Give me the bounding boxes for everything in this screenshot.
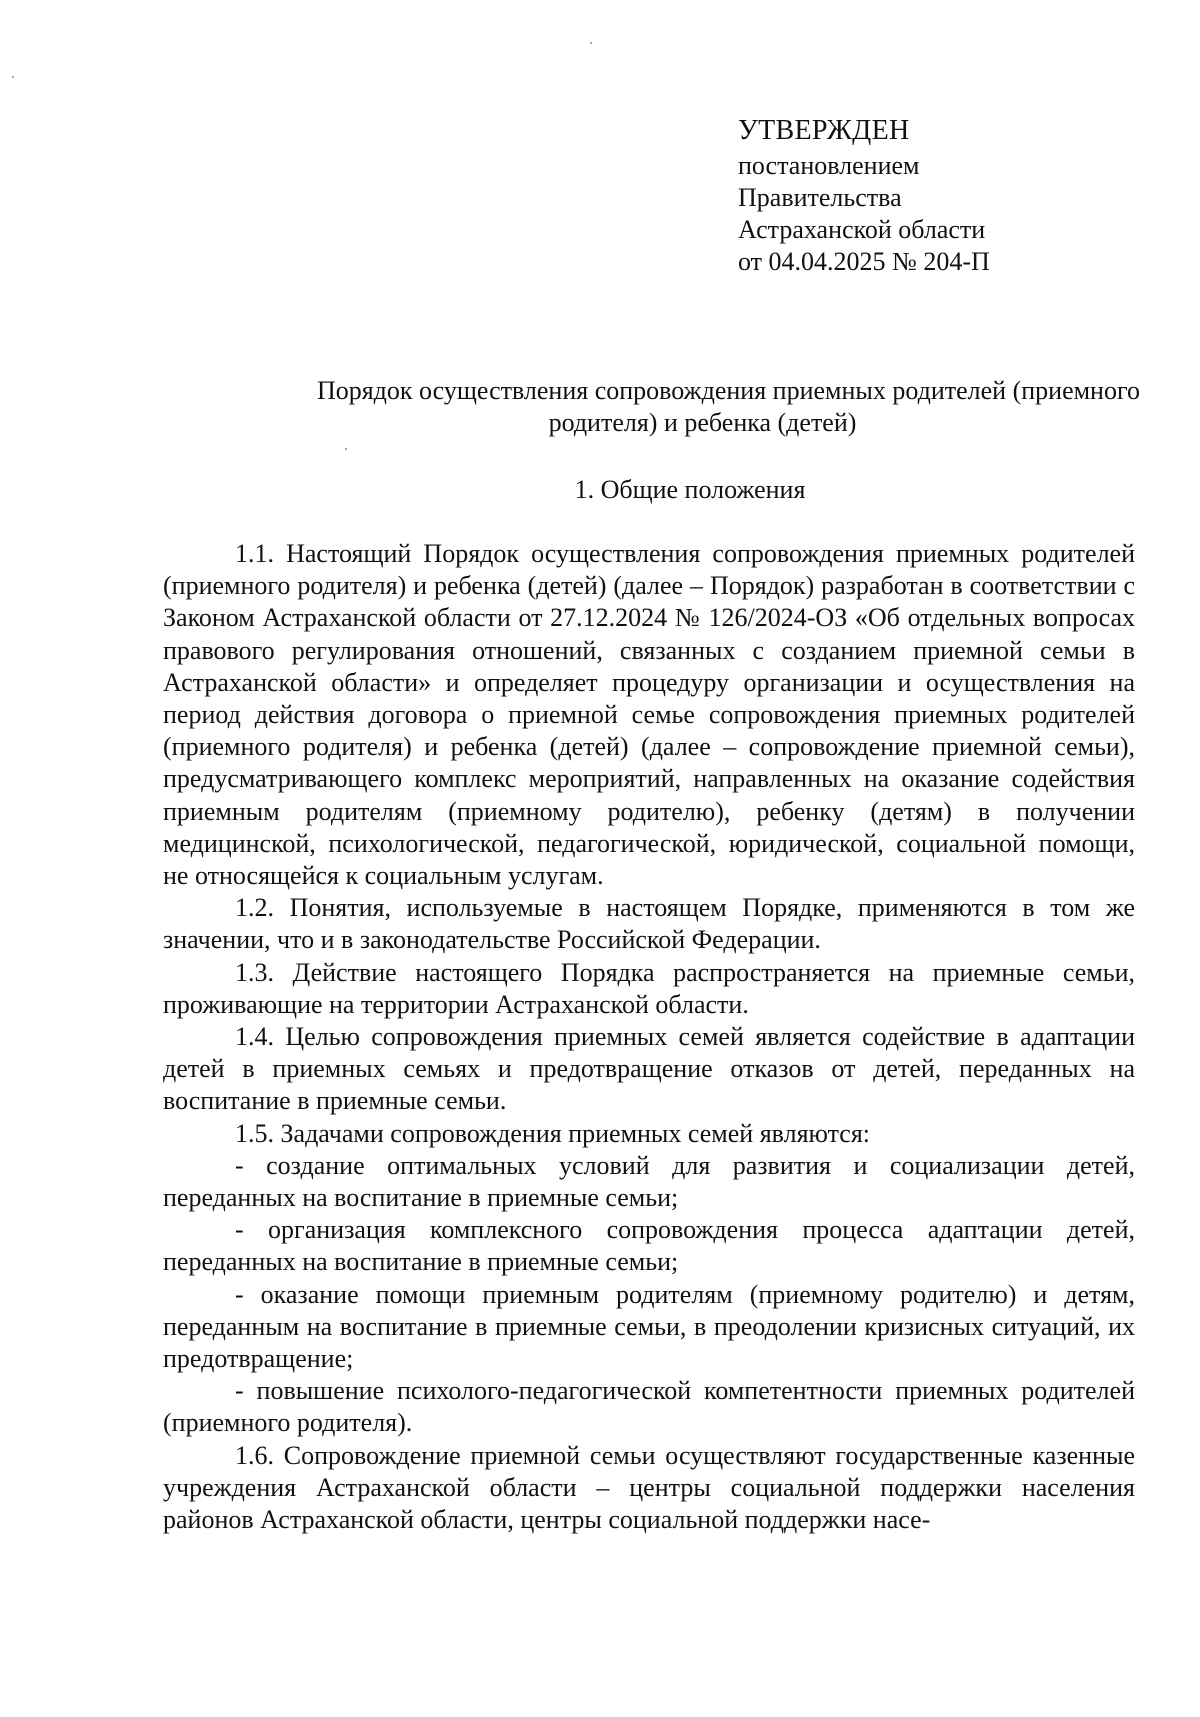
list-item: - повышение психолого-педагогической компетентности приемных родителей (приемного родителя). <box>163 1376 1135 1438</box>
paragraph: 1.1. Настоящий Порядок осуществления сопровождения приемных родителей (приемного родителя) и ребенка (детей) (далее – Порядок) разработан в соответствии с Законом Астраханской области от 27.12.2024 № 126/2024-ОЗ «Об отдельных вопросах правового регулирования отношений, связанных с созданием приемной семьи в Астраханской области» и определяет процедуру организации и осуществления на период действия договора о приемной семье сопровождения приемных родителей (приемного родителя) и ребенка (детей) (далее – сопровождение приемной семьи), предусматривающего комплекс мероприятий, направленных на оказание содействия приемным родителям (приемному родителю), ребенку (детям) в получении медицинской, психологической, педагогической, юридической, социальной помощи, не относящейся к социальным услугам. <box>163 539 1135 891</box>
list-item: - создание оптимальных условий для развития и социализации детей, переданных на воспитание в приемные семьи; <box>163 1150 1135 1213</box>
approval-block <box>738 112 1158 278</box>
paragraph: 1.4. Целью сопровождения приемных семей является содействие в адаптации детей в приемных семьях и предотвращение отказов от детей, переданных на воспитание в приемные семьи. <box>163 1022 1135 1116</box>
document-title <box>150 375 1140 439</box>
paragraph: 1.5. Задачами сопровождения приемных семей являются: <box>235 1118 871 1148</box>
paragraph: 1.6. Сопровождение приемной семьи осуществляют государственные казенные учреждения Астраханской области – центры социальной поддержки населения районов Астраханской области, центры социальной поддержки насе- <box>163 1440 1135 1535</box>
list-item: - организация комплексного сопровождения процесса адаптации детей, переданных на воспитание в приемные семьи; <box>163 1215 1135 1277</box>
list-item: - оказание помощи приемным родителям (приемному родителю) и детям, переданным на воспитание в приемные семьи, в преодолении кризисных ситуаций, их предотвращение; <box>163 1279 1135 1374</box>
title-line: Порядок осуществления сопровождения приемных родителей (приемного <box>316 376 1140 405</box>
title-line: родителя) и ребенка (детей) <box>548 408 857 437</box>
scan-speck <box>12 76 14 78</box>
approval-line: Астраханской области <box>738 215 986 244</box>
section-heading: 1. Общие положения <box>574 475 806 504</box>
approval-date-number: от 04.04.2025 № 204-П <box>738 247 990 276</box>
approval-line: Правительства <box>738 183 902 212</box>
paragraph: 1.3. Действие настоящего Порядка распространяется на приемные семьи, проживающие на территории Астраханской области. <box>163 957 1135 1019</box>
approval-line: постановлением <box>738 151 920 180</box>
document-body <box>163 538 1135 1536</box>
paragraph: 1.2. Понятия, используемые в настоящем Порядке, применяются в том же значении, что и в законодательстве Российской Федерации. <box>163 893 1135 955</box>
approval-heading: УТВЕРЖДЕН <box>738 115 910 146</box>
scan-speck <box>590 42 592 44</box>
scan-speck <box>345 448 347 450</box>
